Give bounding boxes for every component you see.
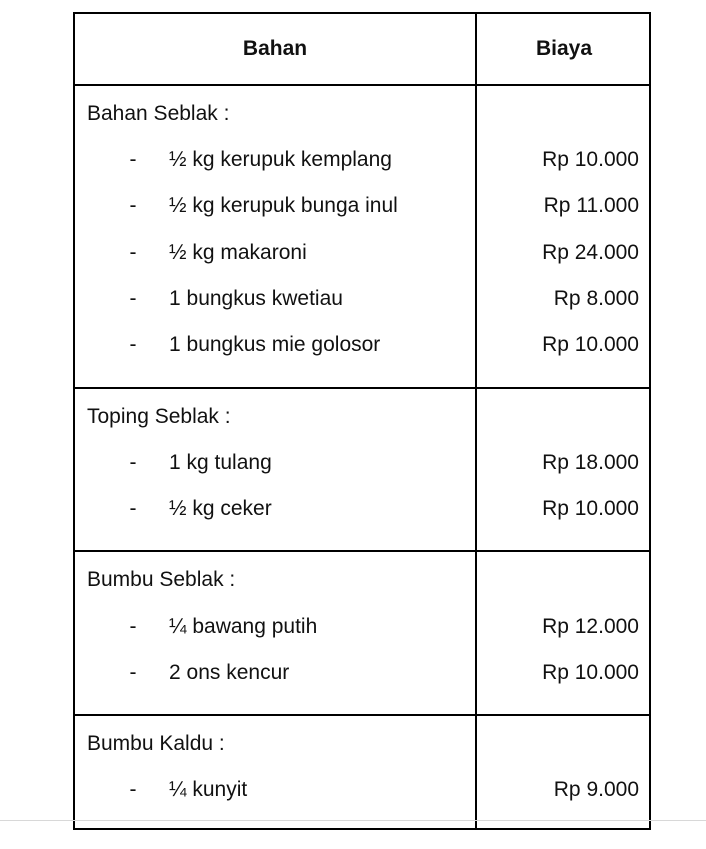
item-name: 2 ons kencur: [169, 661, 290, 684]
section-title: Bahan Seblak :: [87, 102, 230, 125]
section-title: Bumbu Kaldu :: [87, 732, 225, 755]
bullet-dash: -: [129, 287, 137, 310]
table-row: [75, 495, 651, 523]
item-name: ½ kg ceker: [169, 497, 272, 520]
bullet-dash: -: [129, 661, 137, 684]
section-bumbu-kaldu: [75, 716, 651, 830]
bullet-dash: -: [129, 333, 137, 356]
header-item: Bahan: [242, 37, 308, 60]
item-cost: Rp 10.000: [542, 661, 639, 684]
item-cost: Rp 10.000: [542, 333, 639, 356]
table-row: [75, 285, 651, 313]
item-cost: Rp 18.000: [542, 451, 639, 474]
section-bumbu-seblak: [75, 552, 651, 714]
section-toping-seblak: [75, 389, 651, 550]
bullet-dash: -: [129, 194, 137, 217]
item-name: 1 bungkus kwetiau: [169, 287, 343, 310]
header-cost: Biaya: [535, 37, 593, 60]
item-cost: Rp 12.000: [542, 615, 639, 638]
cost-table: [73, 12, 651, 830]
table-row: [75, 613, 651, 641]
item-cost: Rp 8.000: [553, 287, 639, 310]
item-cost: Rp 9.000: [553, 778, 639, 801]
section-title: Toping Seblak :: [87, 405, 231, 428]
item-cost: Rp 10.000: [542, 497, 639, 520]
item-name: ½ kg makaroni: [169, 241, 307, 264]
table-row: [75, 239, 651, 267]
bullet-dash: -: [129, 148, 137, 171]
item-cost: Rp 10.000: [542, 148, 639, 171]
table-row: [75, 659, 651, 687]
table-row: [75, 192, 651, 220]
item-name: ¼ kunyit: [169, 778, 248, 801]
item-name: 1 kg tulang: [169, 451, 272, 474]
item-cost: Rp 24.000: [542, 241, 639, 264]
table-row: [75, 146, 651, 174]
item-name: ¼ bawang putih: [169, 615, 318, 638]
table-row: [75, 449, 651, 477]
bullet-dash: -: [129, 778, 137, 801]
bullet-dash: -: [129, 241, 137, 264]
item-name: ½ kg kerupuk bunga inul: [169, 194, 398, 217]
bullet-dash: -: [129, 497, 137, 520]
page-edge-line: [0, 820, 706, 821]
item-name: ½ kg kerupuk kemplang: [169, 148, 392, 171]
table-row: [75, 776, 651, 804]
bullet-dash: -: [129, 615, 137, 638]
item-name: 1 bungkus mie golosor: [169, 333, 381, 356]
item-cost: Rp 11.000: [543, 194, 639, 217]
bullet-dash: -: [129, 451, 137, 474]
section-title: Bumbu Seblak :: [87, 568, 236, 591]
section-bahan-seblak: [75, 86, 651, 387]
table-row: [75, 331, 651, 359]
